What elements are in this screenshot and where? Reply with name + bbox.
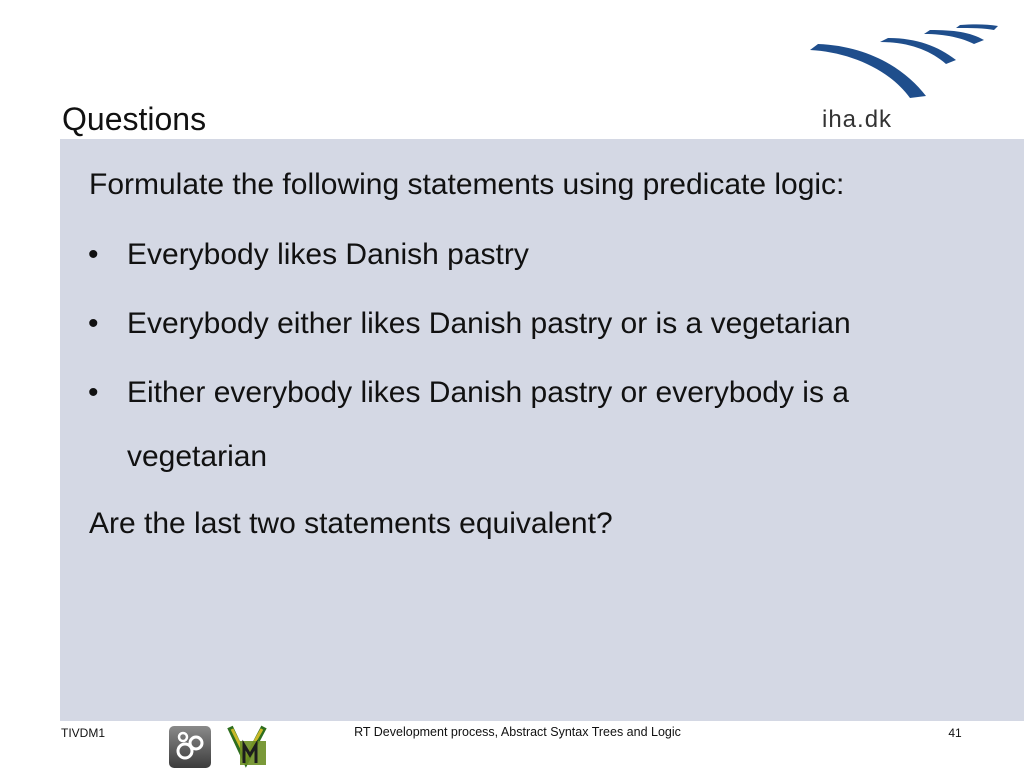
bullet-text: Everybody likes Danish pastry xyxy=(127,238,529,271)
bullet-icon: • xyxy=(88,376,99,409)
logo-text: iha.dk xyxy=(822,106,893,133)
content-panel xyxy=(60,139,1024,721)
iha-logo-swoosh-icon xyxy=(808,20,1004,110)
bullet-text: Everybody either likes Danish pastry or is a vegetarian xyxy=(127,307,851,340)
bullet-item xyxy=(88,292,988,356)
vdm-logo-icon xyxy=(226,723,272,768)
gears-icon xyxy=(169,726,211,768)
slide-title: Questions xyxy=(62,101,207,137)
bullet-item xyxy=(88,361,988,489)
bullet-item xyxy=(88,223,988,287)
intro-text: Formulate the following statements using predicate logic: xyxy=(89,168,845,201)
footer-title: RT Development process, Abstract Syntax Trees and Logic xyxy=(354,725,681,739)
bullet-icon: • xyxy=(88,238,99,271)
question-text: Are the last two statements equivalent? xyxy=(89,507,613,540)
footer-course-code: TIVDM1 xyxy=(61,726,106,740)
iha-logo xyxy=(808,20,1004,135)
bullet-text: Either everybody likes Danish pastry or everybody is a vegetarian xyxy=(127,376,849,473)
bullet-icon: • xyxy=(88,307,99,340)
page-number: 41 xyxy=(948,726,962,740)
